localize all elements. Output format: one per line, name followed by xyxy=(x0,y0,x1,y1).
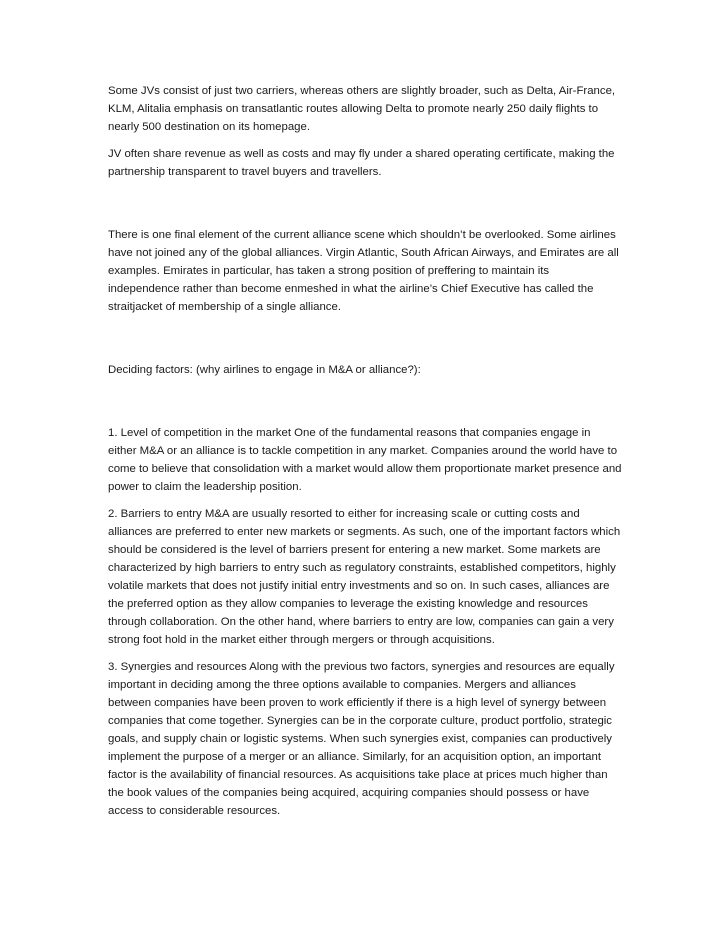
paragraph-jv-revenue: JV often share revenue as well as costs and may fly under a shared operating certificate, making the partnership transparent to travel buyers and travellers. xyxy=(108,148,615,178)
paragraph-factor-competition: 1. Level of competition in the market One of the fundamental reasons that companies engage in either M&A or an alliance is to tackle competition in any market. Companies around the world have to come to believe that consolidation with a market would allow them proportionate market presence and power to claim the leadership position. xyxy=(108,427,622,493)
paragraph-jv-carriers: Some JVs consist of just two carriers, whereas others are slightly broader, such as Delta, Air-France, KLM, Alitalia emphasis on transatlantic routes allowing Delta to promote nearly 250 daily flights to nearly 500 destination on its homepage. xyxy=(108,85,616,133)
document-body xyxy=(108,82,622,829)
paragraph-unaligned-airlines: There is one final element of the current alliance scene which shouldn’t be overlooked. Some airlines have not joined any of the global alliances. Virgin Atlantic, South African Airways, and Emirates are all examples. Emirates in particular, has taken a strong position of preffering to maintain its independence rather than become enmeshed in what the airline’s Chief Executive has called the straitjacket of membership of a single alliance. xyxy=(108,229,619,313)
paragraph-factor-barriers: 2. Barriers to entry M&A are usually resorted to either for increasing scale or cutting costs and alliances are preferred to enter new markets or segments. As such, one of the important factors which should be considered is the level of barriers present for entering a new market. Some markets are characterized by high barriers to entry such as regulatory constraints, established competitors, highly volatile markets that does not justify initial entry investments and so on. In such cases, alliances are the preferred option as they allow companies to leverage the existing knowledge and resources through collaboration. On the other hand, where barriers to entry are low, companies can gain a very strong foot hold in the market either through mergers or through acquisitions. xyxy=(108,508,621,646)
section-heading-deciding-factors: Deciding factors: (why airlines to engage in M&A or alliance?): xyxy=(108,364,421,376)
paragraph-factor-synergies: 3. Synergies and resources Along with the previous two factors, synergies and resources are equally important in deciding among the three options available to companies. Mergers and alliances between companies have been proven to work efficiently if there is a high level of synergy between companies that come together. Synergies can be in the corporate culture, product portfolio, strategic goals, and supply chain or logistic systems. When such synergies exist, companies can productively implement the purpose of a merger or an alliance. Similarly, for an acquisition option, an important factor is the availability of financial resources. As acquisitions take place at prices much higher than the book values of the companies being acquired, acquiring companies should possess or have access to considerable resources. xyxy=(108,661,615,817)
